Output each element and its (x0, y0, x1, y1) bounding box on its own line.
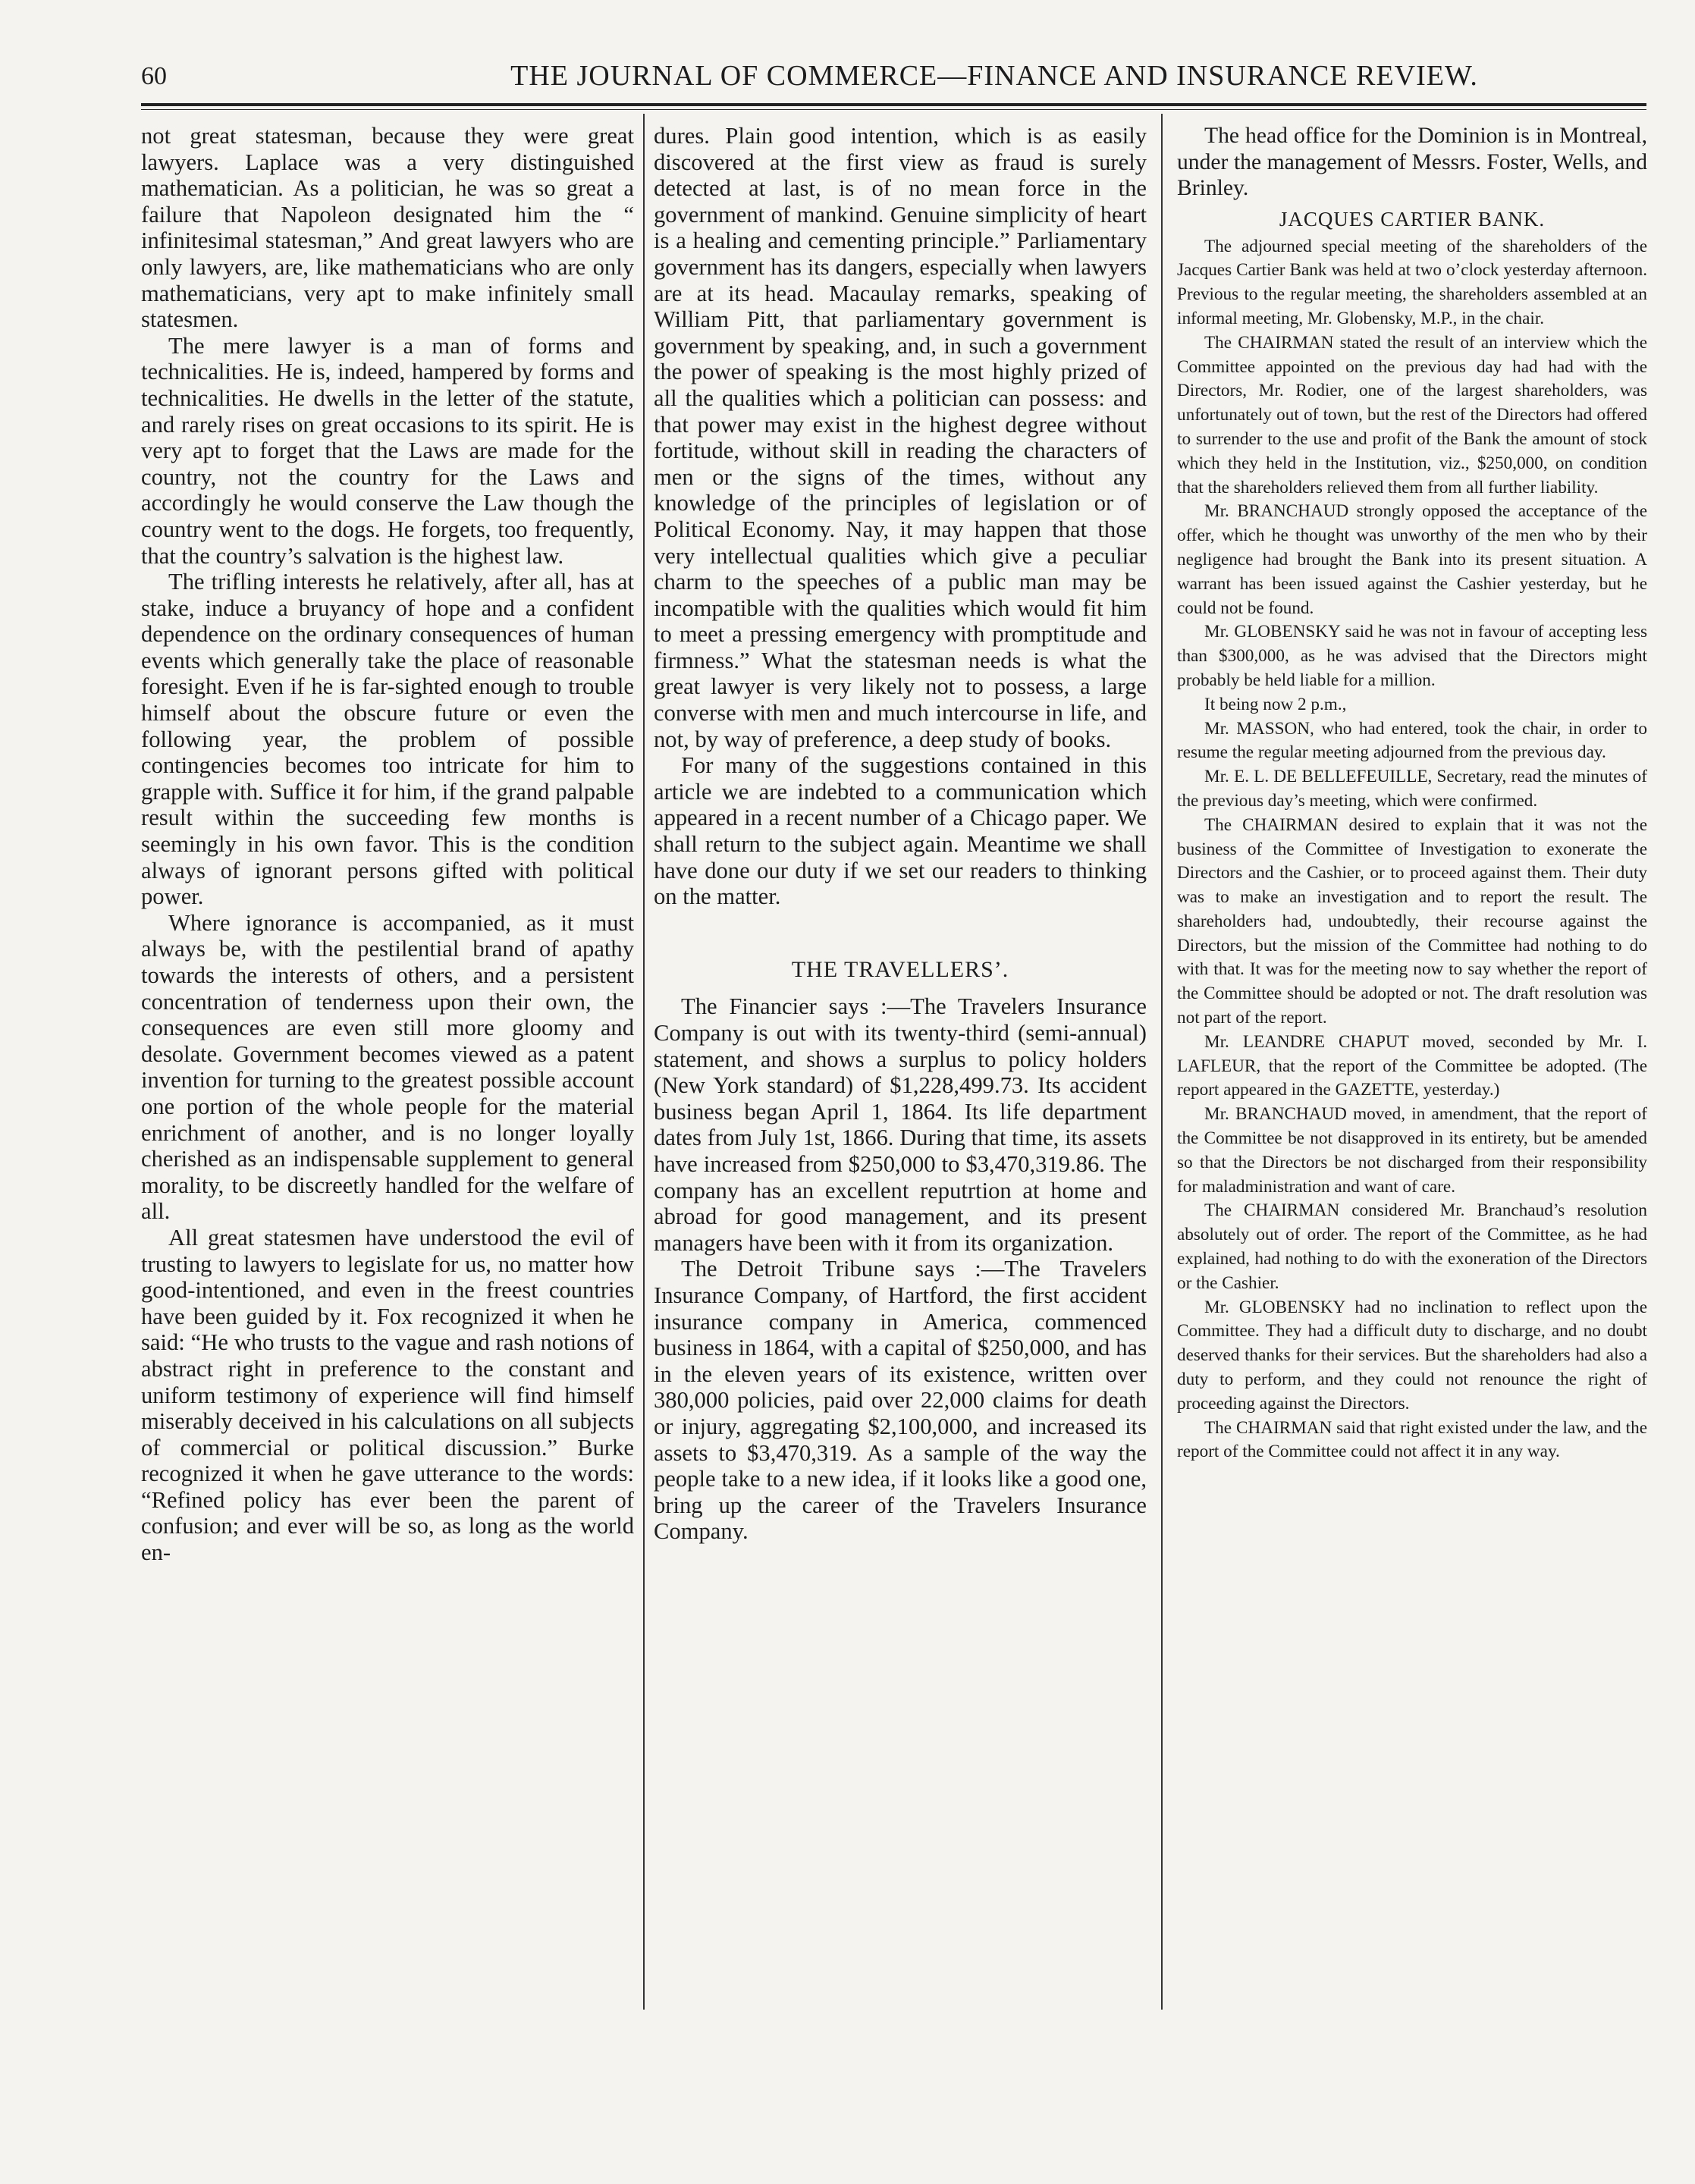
travellers-heading: THE TRAVELLERS’. (791, 956, 1009, 982)
col3-paragraph-3: Mr. BRANCHAUD strongly opposed the acceptance of the offer, which he thought was unworthy of the men who by their negligence had brought the Bank into its present situation. A warrant has been issued against the Cashier yesterday, but he could not be found. (1177, 501, 1647, 618)
column-divider-1 (643, 114, 645, 2010)
col2-paragraph-3: The Financier says :—The Travelers Insurance Company is out with its twenty-third (semi-annual) statement, and shows a surplus to policy holders (New York standard) of $1,228,499.73. Its accident business began April 1, 1864. Its life department dates from July 1st, 1866. During that time, its assets have increased from $250,000 to $3,470,319.86. The company has an excellent reputrtion at home and abroad for good management, and its present managers have been with it from its organization. (654, 993, 1147, 1256)
col3-paragraph-6: Mr. MASSON, who had entered, took the chair, in order to resume the regular meeting adjourned from the previous day. (1177, 718, 1647, 763)
col1-paragraph-2: The mere lawyer is a man of forms and technicalities. He is, indeed, hampered by forms and technicalities. He dwells in the letter of the statute, and rarely rises on great occasions to its spirit. He is very apt to forget that the Laws are made for the country, not the country for the Laws and accordingly he would conserve the Law though the country went to the dogs. He forgets, too frequently, that the country’s salvation is the highest law. (141, 332, 634, 569)
col3-paragraph-9: Mr. LEANDRE CHAPUT moved, seconded by Mr. I. LAFLEUR, that the report of the Committee be adopted. (The report appeared in the GAZETTE, yesterday.) (1177, 1031, 1647, 1100)
section-gap (654, 910, 1147, 943)
col3-paragraph-5: It being now 2 p.m., (1204, 694, 1347, 714)
col2-paragraph-4: The Detroit Tribune says :—The Travelers Insurance Company, of Hartford, the first accident insurance company in America, commenced business in 1864, with a capital of $250,000, and has in the eleven years of its existence, written over 380,000 policies, paid over 22,000 claims for death or injury, aggregating $2,100,000, and increased its assets to $3,470,319. As a sample of the way the people take to a new idea, if it looks like a good one, bring up the career of the Travelers Insurance Company. (654, 1256, 1147, 1545)
page-header (141, 59, 1643, 97)
column-3 (1177, 123, 1647, 1464)
column-divider-2 (1161, 114, 1163, 2010)
col3-paragraph-11: The CHAIRMAN considered Mr. Branchaud’s resolution absolutely out of order. The report of the Committee, as he had explained, had nothing to do with the exoneration of the Directors or the Cashier. (1177, 1200, 1647, 1293)
col2-paragraph-1: dures. Plain good intention, which is as easily discovered at the first view as fraud is surely detected at last, is of no mean force in the government of mankind. Genuine simplicity of heart is a healing and cementing principle.” Parliamentary government has its dangers, especially when lawyers are at its head. Macaulay remarks, speaking of William Pitt, that parliamentary government is government by speaking, and, in such a government the power of speaking is the most highly prized of all the qualities which a politician can possess: and that power may exist in the highest degree without fortitude, without skill in reading the characters of men or the signs of the times, without any knowledge of the principles of legislation or of Political Economy. Nay, it may happen that those very intellectual qualities which give a peculiar charm to the speeches of a public man may be incompatible with the qualities which would fit him to meet a pressing emergency with promptitude and firmness.” What the statesman needs is what the great lawyer is very likely not to possess, a large converse with men and much intercourse in life, and not, by way of preference, a deep study of books. (654, 123, 1147, 752)
header-rule-thin (141, 109, 1646, 110)
page-number: 60 (141, 62, 167, 90)
running-head-title: THE JOURNAL OF COMMERCE—FINANCE AND INSURANCE REVIEW. (510, 60, 1478, 92)
jacques-cartier-heading: JACQUES CARTIER BANK. (1279, 207, 1546, 231)
col2-paragraph-2: For many of the suggestions contained in this article we are indebted to a communication which appeared in a recent number of a Chicago paper. We shall return to the subject again. Meantime we shall have done our duty if we set our readers to thinking on the matter. (654, 752, 1147, 910)
col3-paragraph-12: Mr. GLOBENSKY had no inclination to reflect upon the Committee. They had a difficult duty to discharge, and no doubt deserved thanks for their services. But the shareholders had also a duty to perform, and they could not renounce the right of proceeding against the Directors. (1177, 1297, 1647, 1414)
col3-paragraph-13: The CHAIRMAN said that right existed under the law, and the report of the Committee could not affect it in any way. (1177, 1417, 1647, 1462)
col3-paragraph-2: The CHAIRMAN stated the result of an interview which the Committee appointed on the previous day had had with the Directors, Mr. Rodier, one of the largest shareholders, was unfortunately out of town, but the rest of the Directors had offered to surrender to the use and profit of the Bank the amount of stock which they held in the Institution, viz., $250,000, on condition that the shareholders relieved them from all further liability. (1177, 332, 1647, 497)
col3-lead-paragraph: The head office for the Dominion is in Montreal, under the management of Messrs. Foster, Wells, and Brinley. (1177, 124, 1647, 201)
col3-paragraph-8: The CHAIRMAN desired to explain that it was not the business of the Committee of Investigation to exonerate the Directors and the Cashier, or to proceed against them. Their duty was to make an investigation and to report the result. The shareholders had, undoubtedly, their recourse against the Directors, but the mission of the Committee had nothing to do with that. It was for the meeting now to say whether the report of the Committee should be adopted or not. The draft resolution was not part of the report. (1177, 814, 1647, 1028)
col3-paragraph-7: Mr. E. L. DE BELLEFEUILLE, Secretary, read the minutes of the previous day’s meeting, which were confirmed. (1177, 767, 1647, 811)
col3-paragraph-10: Mr. BRANCHAUD moved, in amendment, that the report of the Committee be not disapproved in its entirety, but be amended so that the Directors be not discharged from their responsibility for maladministration and want of care. (1177, 1104, 1647, 1197)
col1-paragraph-3: The trifling interests he relatively, after all, has at stake, induce a bruyancy of hope and a confident dependence on the ordinary consequences of human events which generally take the place of reasonable foresight. Even if he is far-sighted enough to trouble himself about the obscure future or even the following year, the problem of possible contingencies becomes too intricate for him to grapple with. Suffice it for him, if the grand palpable result within the succeeding few months is seemingly in his own favor. This is the condition always of ignorant persons gifted with political power. (141, 569, 634, 910)
col1-paragraph-5: All great statesmen have understood the evil of trusting to lawyers to legislate for us, no matter how good-intentioned, and even in the freest countries have been guided by it. Fox recognized it when he said: “He who trusts to the vague and rash notions of abstract right in preference to the constant and uniform testimony of experience will find himself miserably deceived in his calculations on all subjects of commercial or political discussion.” Burke recognized it when he gave utterance to the words: “Refined policy has ever been the parent of confusion; and ever will be so, as long as the world en- (141, 1224, 634, 1566)
col1-paragraph-4: Where ignorance is accompanied, as it must always be, with the pestilential brand of apathy towards the interests of others, and a persistent concentration of tenderness upon their own, the consequences are even still more gloomy and desolate. Government becomes viewed as a patent invention for turning to the greatest possible account one portion of the whole people for the material enrichment of another, and is no longer loyally cherished as an indispensable supplement to general morality, to be discreetly handled for the welfare of all. (141, 909, 634, 1225)
col1-paragraph-1: not great statesman, because they were great lawyers. Laplace was a very distinguished mathematician. As a politician, he was so great a failure that Napoleon designated him the “ infinitesimal statesman,” And great lawyers who are only lawyers, are, like mathematicians who are only mathematicians, very apt to make infinitely small statesmen. (141, 123, 634, 333)
column-1 (141, 123, 634, 1566)
header-rule-thick (141, 103, 1646, 106)
column-2 (654, 123, 1147, 1545)
col3-paragraph-4: Mr. GLOBENSKY said he was not in favour of accepting less than $300,000, as he was advised that the Directors might probably be held liable for a million. (1177, 622, 1647, 690)
col3-paragraph-1: The adjourned special meeting of the shareholders of the Jacques Cartier Bank was held at two o’clock yesterday afternoon. Previous to the regular meeting, the shareholders assembled at an informal meeting, Mr. Globensky, M.P., in the chair. (1177, 236, 1647, 328)
